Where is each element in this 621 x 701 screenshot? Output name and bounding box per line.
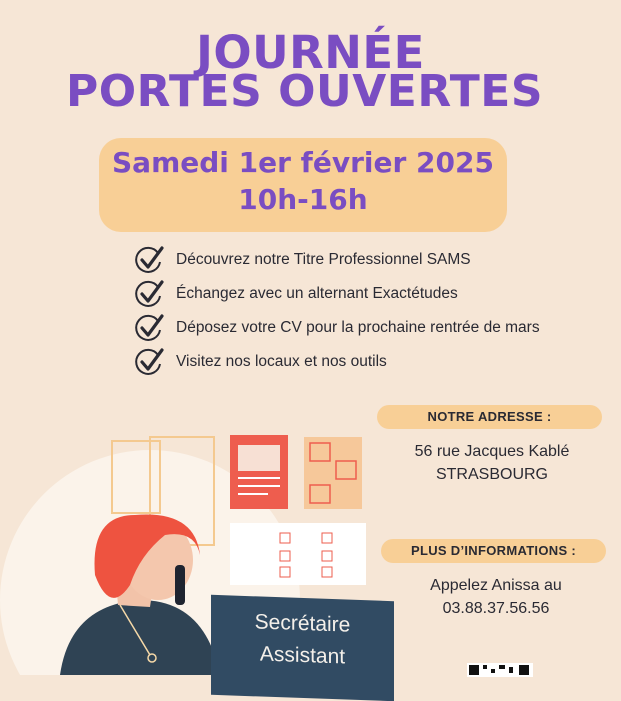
list-item [134,279,458,309]
date-banner [99,138,507,232]
brand-fragment [170,0,430,17]
phone [175,565,185,605]
check-circle-icon [134,313,164,343]
bullet-text: Échangez avec un alternant Exactétudes [176,285,458,302]
document-form [230,523,366,585]
contact-text: Appelez Anissa au [430,577,562,594]
address-heading: NOTRE ADRESSE : [377,405,602,429]
phone-number: 03.88.37.56.56 [442,600,550,617]
list-item [134,313,540,343]
brand-logo-fragment [170,0,430,12]
check-circle-icon [134,245,164,275]
bullet-text: Déposez votre CV pour la prochaine rentrée de mars [176,319,540,336]
job-title-sign [211,595,394,701]
document-peach [304,437,362,509]
sign-line1: Secrétaire [254,610,351,637]
contact-block [384,574,608,620]
sign-line2: Assistant [259,642,346,669]
list-item [134,245,471,275]
check-circle-icon [134,347,164,377]
bullet-text: Découvrez notre Titre Professionnel SAMS [176,251,471,268]
check-circle-icon [134,279,164,309]
address-block [380,440,604,486]
page-title-line1: JOURNÉE [196,26,425,79]
list-item [134,347,387,377]
event-date: Samedi 1er février 2025 [112,146,494,179]
event-hours: 10h-16h [238,183,368,216]
page-title-line2: PORTES OUVERTES [65,66,544,117]
address-street: 56 rue Jacques Kablé [414,443,570,460]
address-city: STRASBOURG [435,466,548,483]
bullet-text: Visitez nos locaux et nos outils [176,353,387,370]
info-heading: PLUS D’INFORMATIONS : [381,539,606,563]
